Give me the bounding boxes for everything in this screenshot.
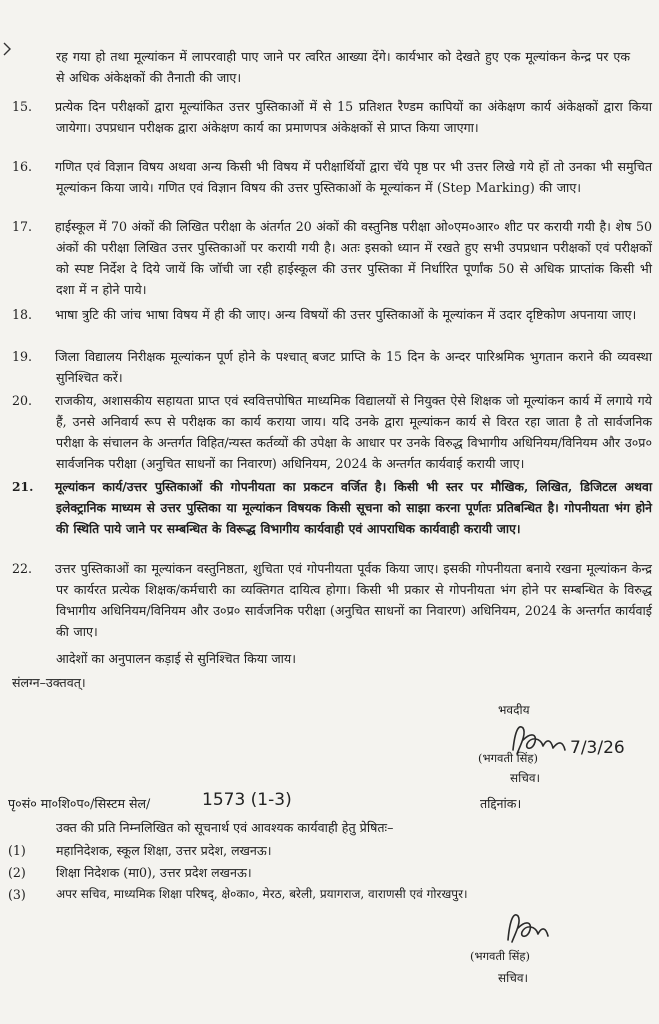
paragraph-number: 21. [12,479,34,494]
signatory-name: (भगवती सिंह) [478,751,538,765]
signatory-designation: सचिव। [510,771,541,785]
regards-text: भवदीय [498,703,530,717]
reference-dated: तद्दिनांक। [480,796,522,811]
signatory-name: (भगवती सिंह) [470,949,530,963]
recipient-number: (3) [8,887,26,902]
paragraph-18: 18. भाषा त्रुटि की जांच भाषा विषय में ही की जाए। अन्य विषयों की उत्तर पुस्तिकाओं के मूल्यांकन में उदार दृष्टिकोण अपनाया जाए। [34,304,652,325]
handwritten-reference-number: 1573 (1-3) [202,790,292,810]
signatory-designation: सचिव। [498,971,529,985]
recipient-text: महानिदेशक, स्कूल शिक्षा, उत्तर प्रदेश, लखनऊ। [56,843,272,858]
recipient-number: (2) [8,865,26,880]
closing-instruction: आदेशों का अनुपालन कड़ाई से सुनिश्चित किया जाय। [56,651,297,666]
paragraph-20: 20. राजकीय, अशासकीय सहायता प्राप्त एवं स्ववित्तपोषित माध्यमिक विद्यालयों से नियुक्त ऐसे शिक्षक जो मूल्यांकन कार्य में लगाये गये हैं, उनसे अनिवार्य रूप से परीक्षक का कार्य कराया जाय। यदि उनके द्वारा मूल्यांकन कार्य से विरत रहा जाता है तो सार्वजनिक परीक्षा के संचालन के अन्तर्गत विहित/न्यस्त कर्तव्यों की उपेक्षा के आधार पर उनके विरुद्ध विभागीय अधिनियम/विनियम और उ०प्र० सार्वजनिक परीक्षा (अनुचित साधनों का निवारण) अधिनियम, 2024 के अन्तर्गत कार्यवाई करायी जाए। [34,390,652,474]
paragraph-number: 19. [12,349,33,364]
paragraph-number: 22. [12,561,33,576]
margin-tick-mark [2,42,12,56]
paragraph-number: 20. [12,393,33,408]
copy-forwarded-intro: उक्त की प्रति निम्नलिखित को सूचनार्थ एवं आवश्यक कार्यवाही हेतु प्रेषितः– [56,820,394,835]
paragraph-number: 16. [12,159,33,174]
handwritten-signature [498,906,556,950]
paragraph-15: 15. प्रत्येक दिन परीक्षकों द्वारा मूल्यांकित उत्तर पुस्तिकाओं में से 15 प्रतिशत रैण्डम कापियों का अंकेक्षण कार्य अंकेक्षकों द्वारा किया जायेगा। उपप्रधान परीक्षक द्वारा अंकेक्षण कार्य का प्रमाणपत्र अंकेक्षकों से प्राप्त किया जाएगा। [34,96,652,138]
handwritten-date: 7/3/26 [570,738,625,758]
recipient-number: (1) [8,843,26,858]
paragraph-17: 17. हाईस्कूल में 70 अंकों की लिखित परीक्षा के अंतर्गत 20 अंकों की वस्तुनिष्ठ परीक्षा ओ०एम०आर० शीट पर करायी गयी है। शेष 50 अंकों की परीक्षा लिखित उत्तर पुस्तिकाओं पर करायी गयी है। अतः इसको ध्यान में रखते हुए सभी उपप्रधान परीक्षकों एवं परीक्षकों को स्पष्ट निर्देश दे दिये जायें कि जॉची जा रही हाईस्कूल की उत्तर पुस्तिका में निर्धारित पूर्णांक 50 से अधिक प्राप्तांक किसी भी दशा में न होने पाये। [34,216,652,300]
enclosure-note: संलग्न–उक्तवत्। [12,675,86,690]
recipient-text: शिक्षा निदेशक (मा0), उत्तर प्रदेश लखनऊ। [56,865,252,880]
recipient-text: अपर सचिव, माध्यमिक शिक्षा परिषद्, क्षे०का०, मेरठ, बरेली, प्रयागराज, वाराणसी एवं गोरखपुर। [56,887,468,901]
paragraph-number: 18. [12,307,33,322]
paragraph-number: 15. [12,99,33,114]
paragraph-19: 19. जिला विद्यालय निरीक्षक मूल्यांकन पूर्ण होने के पश्चात् बजट प्राप्ति के 15 दिन के अन्दर पारिश्रमिक भुगतान कराने की व्यवस्था सुनिश्चित करें। [34,346,652,388]
paragraph-number: 17. [12,219,33,234]
paragraph-16: 16. गणित एवं विज्ञान विषय अथवा अन्य किसी भी विषय में परीक्षार्थियों द्वारा चॅये पृष्ठ पर भी उत्तर लिखे गये हों तो उनका भी समुचित मूल्यांकन किया जाये। गणित एवं विज्ञान विषय की उत्तर पुस्तिकाओं के मूल्यांकन में (Step Marking) की जाए। [34,156,652,198]
reference-number-label: पृ०सं० मा०शि०प०/सिस्टम सेल/ [8,796,151,811]
paragraph-continuation: रह गया हो तथा मूल्यांकन में लापरवाही पाए जाने पर त्वरित आख्या देंगे। कार्यभार को देखते हुए एक मूल्यांकन केन्द्र पर एक से अधिक अंकेक्षकों की तैनाती की जाए। [56,49,630,85]
paragraph-22: 22. उत्तर पुस्तिकाओं का मूल्यांकन वस्तुनिष्ठता, शुचिता एवं गोपनीयता पूर्वक किया जाए। इसकी गोपनीयता बनाये रखना मूल्यांकन केन्द्र पर कार्यरत प्रत्येक शिक्षक/कर्मचारी का व्यक्तिगत दायित्व होगा। किसी भी प्रकार से गोपनीयता भंग होने पर सम्बन्धित के विरुद्ध विभागीय अधिनियम/विनियम और उ०प्र० सार्वजनिक परीक्षा (अनुचित साधनों का निवारण) अधिनियम, 2024 के अन्तर्गत कार्यवाई की जाए। [34,558,652,642]
paragraph-21: 21. मूल्यांकन कार्य/उत्तर पुस्तिकाओं की गोपनीयता का प्रकटन वर्जित है। किसी भी स्तर पर मौखिक, लिखित, डिजिटल अथवा इलेक्ट्रानिक माध्यम से उत्तर पुस्तिका या मूल्यांकन विषयक किसी सूचना को साझा करना पूर्णतः प्रतिबन्धित है। गोपनीयता भंग होने की स्थिति पाये जाने पर सम्बन्धित के विरूद्ध विभागीय कार्यवाही एवं आपराधिक कार्यवाही करायी जाए। [34,476,652,539]
